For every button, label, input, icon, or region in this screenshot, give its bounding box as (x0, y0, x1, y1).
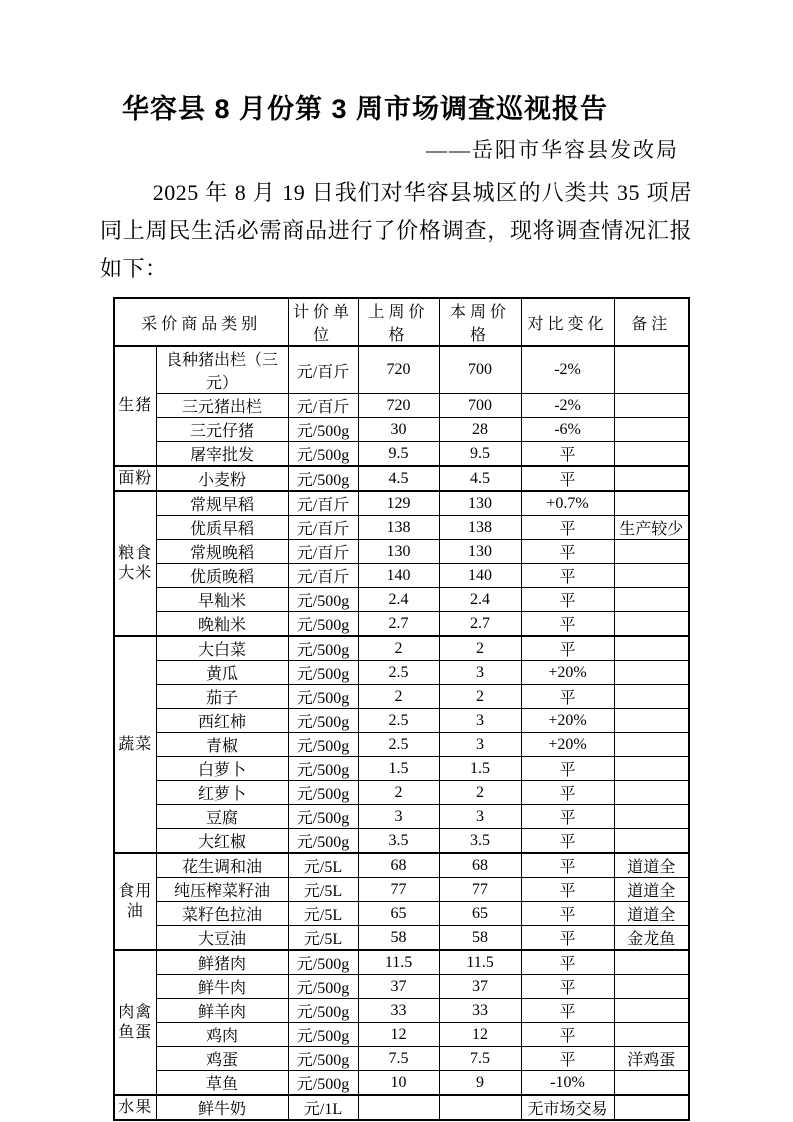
unit-cell: 元/500g (288, 685, 358, 709)
last-price-cell: 3.5 (358, 829, 439, 854)
table-row (114, 442, 689, 467)
table-row (114, 829, 689, 854)
note-cell (614, 418, 689, 442)
change-cell: 平 (521, 950, 614, 975)
col-header-this-week: 本周价格 (439, 298, 521, 346)
item-cell: 大白菜 (156, 636, 288, 661)
item-cell: 鲜猪肉 (156, 950, 288, 975)
category-cell: 蔬菜 (114, 636, 156, 853)
this-price-cell: 3 (439, 661, 521, 685)
this-price-cell: 77 (439, 878, 521, 902)
note-cell (614, 588, 689, 612)
this-price-cell: 28 (439, 418, 521, 442)
last-price-cell: 2 (358, 636, 439, 661)
change-cell: -2% (521, 346, 614, 394)
item-cell: 大豆油 (156, 926, 288, 951)
unit-cell: 元/5L (288, 853, 358, 878)
last-price-cell: 2.5 (358, 709, 439, 733)
last-price-cell: 1.5 (358, 757, 439, 781)
unit-cell: 元/500g (288, 418, 358, 442)
change-cell: 平 (521, 588, 614, 612)
col-header-note: 备注 (614, 298, 689, 346)
col-header-last-week: 上周价格 (358, 298, 439, 346)
change-cell: -6% (521, 418, 614, 442)
item-cell: 鲜牛肉 (156, 975, 288, 999)
last-price-cell: 12 (358, 1023, 439, 1047)
unit-cell: 元/500g (288, 1023, 358, 1047)
table-row (114, 805, 689, 829)
change-cell: +20% (521, 709, 614, 733)
report-byline: ——岳阳市华容县发改局 (426, 138, 679, 162)
this-price-cell: 12 (439, 1023, 521, 1047)
category-cell: 水果 (114, 1095, 156, 1120)
unit-cell: 元/500g (288, 442, 358, 467)
report-intro: 2025 年 8 月 19 日我们对华容县城区的八类共 35 项居同上周民生活必需商品进行了价格调查，现将调查情况汇报如下： (100, 180, 692, 281)
table-row (114, 1047, 689, 1071)
this-price-cell: 700 (439, 346, 521, 394)
table-row (114, 418, 689, 442)
table-row (114, 564, 689, 588)
unit-cell: 元/500g (288, 829, 358, 854)
item-cell: 屠宰批发 (156, 442, 288, 467)
note-cell (614, 564, 689, 588)
table-row (114, 975, 689, 999)
item-cell: 草鱼 (156, 1071, 288, 1096)
unit-cell: 元/500g (288, 466, 358, 491)
change-cell: 平 (521, 442, 614, 467)
item-cell: 常规晚稻 (156, 540, 288, 564)
this-price-cell: 3 (439, 733, 521, 757)
this-price-cell: 3.5 (439, 829, 521, 854)
unit-cell: 元/500g (288, 1047, 358, 1071)
change-cell: 平 (521, 902, 614, 926)
note-cell (614, 950, 689, 975)
last-price-cell: 2 (358, 781, 439, 805)
last-price-cell: 2.4 (358, 588, 439, 612)
item-cell: 三元仔猪 (156, 418, 288, 442)
this-price-cell: 2.7 (439, 612, 521, 637)
this-price-cell: 7.5 (439, 1047, 521, 1071)
change-cell: -2% (521, 394, 614, 418)
item-cell: 良种猪出栏（三元） (156, 346, 288, 394)
change-cell: 平 (521, 975, 614, 999)
item-cell: 鲜羊肉 (156, 999, 288, 1023)
table-row (114, 516, 689, 540)
table-row (114, 588, 689, 612)
note-cell (614, 442, 689, 467)
change-cell: 平 (521, 781, 614, 805)
item-cell: 鸡肉 (156, 1023, 288, 1047)
note-cell (614, 781, 689, 805)
change-cell: 平 (521, 540, 614, 564)
table-row (114, 1095, 689, 1120)
table-row (114, 902, 689, 926)
this-price-cell: 3 (439, 805, 521, 829)
last-price-cell: 720 (358, 346, 439, 394)
this-price-cell: 138 (439, 516, 521, 540)
table-row (114, 636, 689, 661)
unit-cell: 元/百斤 (288, 564, 358, 588)
note-cell (614, 999, 689, 1023)
change-cell: 平 (521, 757, 614, 781)
note-cell (614, 757, 689, 781)
note-cell (614, 540, 689, 564)
change-cell: +20% (521, 661, 614, 685)
last-price-cell: 4.5 (358, 466, 439, 491)
table-row (114, 1071, 689, 1096)
last-price-cell: 7.5 (358, 1047, 439, 1071)
item-cell: 早籼米 (156, 588, 288, 612)
table-row (114, 491, 689, 516)
category-cell: 肉禽鱼蛋 (114, 950, 156, 1095)
last-price-cell (358, 1095, 439, 1120)
item-cell: 优质早稻 (156, 516, 288, 540)
this-price-cell: 130 (439, 540, 521, 564)
table-header-row (114, 298, 689, 346)
this-price-cell: 1.5 (439, 757, 521, 781)
note-cell (614, 394, 689, 418)
note-cell (614, 346, 689, 394)
last-price-cell: 58 (358, 926, 439, 951)
category-cell: 食用油 (114, 853, 156, 950)
table-row (114, 878, 689, 902)
change-cell: 平 (521, 612, 614, 637)
item-cell: 晚籼米 (156, 612, 288, 637)
change-cell: 平 (521, 853, 614, 878)
last-price-cell: 77 (358, 878, 439, 902)
category-cell: 粮食大米 (114, 491, 156, 636)
note-cell (614, 733, 689, 757)
item-cell: 豆腐 (156, 805, 288, 829)
col-header-change: 对比变化 (521, 298, 614, 346)
change-cell: 平 (521, 564, 614, 588)
change-cell: 平 (521, 516, 614, 540)
last-price-cell: 130 (358, 540, 439, 564)
item-cell: 花生调和油 (156, 853, 288, 878)
this-price-cell: 33 (439, 999, 521, 1023)
unit-cell: 元/500g (288, 805, 358, 829)
this-price-cell: 2.4 (439, 588, 521, 612)
item-cell: 鲜牛奶 (156, 1095, 288, 1120)
last-price-cell: 2.7 (358, 612, 439, 637)
note-cell (614, 1023, 689, 1047)
note-cell: 金龙鱼 (614, 926, 689, 951)
unit-cell: 元/500g (288, 636, 358, 661)
table-row (114, 540, 689, 564)
table-row (114, 999, 689, 1023)
col-header-unit: 计价单位 (288, 298, 358, 346)
last-price-cell: 33 (358, 999, 439, 1023)
table-row (114, 661, 689, 685)
col-header-category: 采价商品类别 (114, 298, 288, 346)
unit-cell: 元/500g (288, 709, 358, 733)
this-price-cell (439, 1095, 521, 1120)
change-cell: +20% (521, 733, 614, 757)
note-cell: 道道全 (614, 902, 689, 926)
item-cell: 纯压榨菜籽油 (156, 878, 288, 902)
unit-cell: 元/百斤 (288, 394, 358, 418)
last-price-cell: 9.5 (358, 442, 439, 467)
unit-cell: 元/500g (288, 975, 358, 999)
table-row (114, 466, 689, 491)
unit-cell: 元/500g (288, 588, 358, 612)
last-price-cell: 3 (358, 805, 439, 829)
change-cell: 平 (521, 636, 614, 661)
last-price-cell: 68 (358, 853, 439, 878)
unit-cell: 元/500g (288, 1071, 358, 1096)
item-cell: 黄瓜 (156, 661, 288, 685)
table-row (114, 685, 689, 709)
item-cell: 西红柿 (156, 709, 288, 733)
change-cell: +0.7% (521, 491, 614, 516)
change-cell: 平 (521, 999, 614, 1023)
note-cell (614, 975, 689, 999)
note-cell (614, 1095, 689, 1120)
note-cell (614, 661, 689, 685)
unit-cell: 元/500g (288, 950, 358, 975)
note-cell (614, 829, 689, 854)
item-cell: 红萝卜 (156, 781, 288, 805)
note-cell: 洋鸡蛋 (614, 1047, 689, 1071)
table-row (114, 781, 689, 805)
change-cell: 平 (521, 878, 614, 902)
table-row (114, 733, 689, 757)
change-cell: 平 (521, 805, 614, 829)
item-cell: 青椒 (156, 733, 288, 757)
unit-cell: 元/500g (288, 733, 358, 757)
change-cell: 平 (521, 926, 614, 951)
this-price-cell: 4.5 (439, 466, 521, 491)
change-cell: 平 (521, 685, 614, 709)
this-price-cell: 68 (439, 853, 521, 878)
note-cell (614, 636, 689, 661)
this-price-cell: 700 (439, 394, 521, 418)
this-price-cell: 2 (439, 636, 521, 661)
item-cell: 白萝卜 (156, 757, 288, 781)
this-price-cell: 2 (439, 685, 521, 709)
unit-cell: 元/500g (288, 661, 358, 685)
note-cell (614, 612, 689, 637)
item-cell: 鸡蛋 (156, 1047, 288, 1071)
change-cell: 平 (521, 1047, 614, 1071)
table-row (114, 346, 689, 394)
change-cell: -10% (521, 1071, 614, 1096)
unit-cell: 元/1L (288, 1095, 358, 1120)
price-table (113, 297, 690, 1121)
this-price-cell: 3 (439, 709, 521, 733)
change-cell: 平 (521, 829, 614, 854)
unit-cell: 元/500g (288, 757, 358, 781)
last-price-cell: 129 (358, 491, 439, 516)
note-cell (614, 805, 689, 829)
last-price-cell: 65 (358, 902, 439, 926)
category-cell: 面粉 (114, 466, 156, 491)
note-cell (614, 709, 689, 733)
item-cell: 茄子 (156, 685, 288, 709)
this-price-cell: 9 (439, 1071, 521, 1096)
this-price-cell: 65 (439, 902, 521, 926)
table-row (114, 757, 689, 781)
unit-cell: 元/5L (288, 902, 358, 926)
unit-cell: 元/5L (288, 878, 358, 902)
last-price-cell: 2 (358, 685, 439, 709)
last-price-cell: 2.5 (358, 661, 439, 685)
note-cell: 道道全 (614, 853, 689, 878)
change-cell: 平 (521, 466, 614, 491)
last-price-cell: 11.5 (358, 950, 439, 975)
last-price-cell: 10 (358, 1071, 439, 1096)
item-cell: 三元猪出栏 (156, 394, 288, 418)
last-price-cell: 30 (358, 418, 439, 442)
note-cell (614, 685, 689, 709)
table-row (114, 853, 689, 878)
item-cell: 常规早稻 (156, 491, 288, 516)
table-row (114, 950, 689, 975)
unit-cell: 元/百斤 (288, 516, 358, 540)
item-cell: 优质晚稻 (156, 564, 288, 588)
unit-cell: 元/500g (288, 612, 358, 637)
this-price-cell: 9.5 (439, 442, 521, 467)
table-row (114, 1023, 689, 1047)
item-cell: 菜籽色拉油 (156, 902, 288, 926)
unit-cell: 元/500g (288, 781, 358, 805)
this-price-cell: 37 (439, 975, 521, 999)
this-price-cell: 130 (439, 491, 521, 516)
last-price-cell: 2.5 (358, 733, 439, 757)
change-cell: 无市场交易 (521, 1095, 614, 1120)
this-price-cell: 58 (439, 926, 521, 951)
note-cell (614, 491, 689, 516)
unit-cell: 元/百斤 (288, 346, 358, 394)
unit-cell: 元/百斤 (288, 540, 358, 564)
last-price-cell: 720 (358, 394, 439, 418)
last-price-cell: 140 (358, 564, 439, 588)
this-price-cell: 2 (439, 781, 521, 805)
unit-cell: 元/500g (288, 999, 358, 1023)
this-price-cell: 140 (439, 564, 521, 588)
unit-cell: 元/百斤 (288, 491, 358, 516)
table-row (114, 394, 689, 418)
table-row (114, 926, 689, 951)
note-cell: 生产较少 (614, 516, 689, 540)
report-title: 华容县 8 月份第 3 周市场调查巡视报告 (121, 94, 609, 124)
note-cell (614, 466, 689, 491)
note-cell (614, 1071, 689, 1096)
table-row (114, 709, 689, 733)
last-price-cell: 138 (358, 516, 439, 540)
table-row (114, 612, 689, 637)
note-cell: 道道全 (614, 878, 689, 902)
item-cell: 大红椒 (156, 829, 288, 854)
last-price-cell: 37 (358, 975, 439, 999)
item-cell: 小麦粉 (156, 466, 288, 491)
change-cell: 平 (521, 1023, 614, 1047)
category-cell: 生猪 (114, 346, 156, 466)
unit-cell: 元/5L (288, 926, 358, 951)
this-price-cell: 11.5 (439, 950, 521, 975)
